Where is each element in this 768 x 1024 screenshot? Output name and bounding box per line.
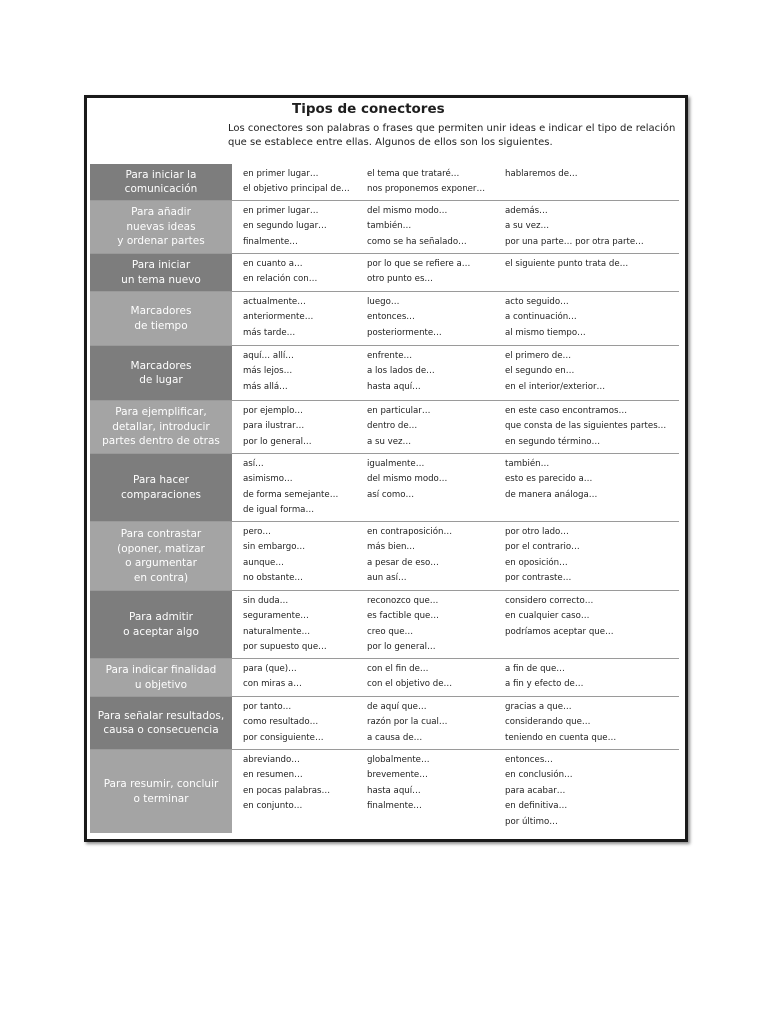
category-label: Para iniciar un tema nuevo [90,254,235,291]
connector-phrase: pero… [243,527,271,537]
connector-column [497,750,679,833]
connector-phrase: sin embargo… [243,542,306,553]
connector-phrase: en cualquier caso… [505,611,590,622]
connector-column [359,201,497,253]
table-row [90,591,679,659]
connector-phrase: en este caso encontramos… [505,406,628,416]
connector-column [497,292,679,345]
connector-phrase: con el objetivo de… [367,679,453,690]
connector-column [235,659,359,696]
category-label: Para iniciar la comunicación [90,164,235,200]
connector-phrase: así… [243,459,264,469]
table-row [90,254,679,292]
connector-phrase: en segundo lugar… [243,221,327,232]
connectors-table [90,164,679,833]
connector-phrase: del mismo modo… [367,474,448,485]
connector-phrase: por contraste… [505,573,572,584]
connector-column [497,346,679,400]
connector-phrase: seguramente… [243,611,309,622]
category-label: Para indicar finalidad u objetivo [90,659,235,696]
connector-phrase: para acabar… [505,785,566,796]
category-label: Para admitir o aceptar algo [90,591,235,658]
connector-column [235,201,359,253]
connector-phrase: de igual forma… [243,505,315,516]
connector-phrase: por lo general… [243,436,312,447]
connector-phrase: aun así… [367,573,407,584]
connector-phrase: abreviando… [243,755,300,765]
connector-phrase: también… [505,459,550,469]
connector-phrase: el tema que trataré… [367,169,460,179]
connector-column [359,164,497,200]
connector-column [235,346,359,400]
connector-phrase: en el interior/exterior… [505,381,606,392]
connector-phrase: dentro de… [367,421,418,432]
connector-phrase: en particular… [367,406,431,416]
connector-column [359,454,497,521]
connector-phrase: posteriormente… [367,327,442,338]
connector-column [497,697,679,749]
connector-phrase: por consiguiente… [243,732,324,743]
document-title: Tipos de conectores [292,101,445,117]
connector-phrase: otro punto es… [367,274,434,285]
connector-phrase: más lejos… [243,366,293,377]
connector-phrase: en conclusión… [505,770,573,781]
connector-phrase: en resumen… [243,770,303,781]
table-row [90,201,679,254]
connector-column [235,454,359,521]
connector-phrase: el siguiente punto trata de… [505,259,629,269]
table-row [90,659,679,697]
connector-phrase: aquí… allí… [243,351,294,361]
category-label: Marcadores de tiempo [90,292,235,345]
connector-phrase: no obstante… [243,573,303,584]
connector-column [359,750,497,833]
connector-phrase: a pesar de eso… [367,557,439,568]
connector-phrase: el segundo en… [505,366,575,377]
connector-phrase: con miras a… [243,679,302,690]
connector-phrase: que consta de las siguientes partes… [505,421,667,432]
connector-phrase: en oposición… [505,557,568,568]
connector-phrase: creo que… [367,626,414,637]
connector-phrase: hasta aquí… [367,381,421,392]
connector-phrase: sin duda… [243,596,289,606]
connector-phrase: asimismo… [243,474,293,485]
connector-phrase: en cuanto a… [243,259,303,269]
connector-phrase: el primero de… [505,351,572,361]
connector-phrase: enfrente… [367,351,413,361]
connector-phrase: para (que)… [243,664,297,674]
table-row [90,454,679,522]
connector-phrase: luego… [367,297,400,307]
connector-phrase: de forma semejante… [243,489,339,500]
category-label: Para añadir nuevas ideas y ordenar partes [90,201,235,253]
connector-phrase: por lo general… [367,642,436,653]
connector-column [497,522,679,590]
connector-phrase: del mismo modo… [367,206,448,216]
connector-phrase: en definitiva… [505,801,568,812]
connector-column [235,292,359,345]
connector-phrase: finalmente… [243,236,298,247]
connector-phrase: en primer lugar… [243,206,319,216]
category-label: Marcadores de lugar [90,346,235,400]
connector-column [497,591,679,658]
connector-phrase: a continuación… [505,312,577,323]
connector-column [235,697,359,749]
connector-column [497,454,679,521]
connector-phrase: actualmente… [243,297,306,307]
connector-phrase: teniendo en cuenta que… [505,732,617,743]
connector-column [235,591,359,658]
connector-column [359,522,497,590]
connector-phrase: a fin de que… [505,664,565,674]
connector-phrase: por el contrario… [505,542,580,553]
connector-column [359,254,497,291]
connector-phrase: para ilustrar… [243,421,305,432]
connector-phrase: globalmente… [367,755,430,765]
connector-column [235,164,359,200]
connector-phrase: al mismo tiempo… [505,327,586,338]
connectors-table-panel [84,95,688,842]
connector-column [359,292,497,345]
connector-phrase: entonces… [505,755,553,765]
connector-phrase: más allá… [243,381,288,392]
connector-column [359,659,497,696]
connector-phrase: hablaremos de… [505,169,578,179]
connector-phrase: a los lados de… [367,366,435,377]
connector-phrase: por otro lado… [505,527,569,537]
category-label: Para señalar resultados, causa o consecuencia [90,697,235,749]
connector-phrase: hasta aquí… [367,785,421,796]
table-row [90,401,679,454]
connector-phrase: a su vez… [505,221,550,232]
connector-phrase: el objetivo principal de… [243,184,350,195]
connector-phrase: además… [505,206,548,216]
connector-phrase: en pocas palabras… [243,785,331,796]
connector-column [359,697,497,749]
connector-phrase: considerando que… [505,717,591,728]
connector-phrase: a causa de… [367,732,423,743]
connector-phrase: considero correcto… [505,596,594,606]
connector-phrase: por ejemplo… [243,406,304,416]
connector-phrase: a fin y efecto de… [505,679,584,690]
connector-phrase: así como… [367,489,415,500]
connector-phrase: por lo que se refiere a… [367,259,471,269]
category-label: Para ejemplificar, detallar, introducir partes dentro de otras [90,401,235,453]
connector-phrase: más bien… [367,542,416,553]
connector-phrase: en contraposición… [367,527,453,537]
category-label: Para contrastar (oponer, matizar o argumentar en contra) [90,522,235,590]
connector-column [359,591,497,658]
connector-phrase: más tarde… [243,327,296,338]
connector-phrase: finalmente… [367,801,422,812]
connector-column [497,201,679,253]
connector-phrase: brevemente… [367,770,428,781]
connector-phrase: anteriormente… [243,312,314,323]
connector-column [497,254,679,291]
connector-phrase: en segundo término… [505,436,601,447]
connector-phrase: como resultado… [243,717,319,728]
connector-phrase: en relación con… [243,274,318,285]
connector-phrase: reconozco que… [367,596,439,606]
connector-phrase: como se ha señalado… [367,236,467,247]
connector-phrase: nos proponemos exponer… [367,184,486,195]
intro-paragraph: Los conectores son palabras o frases que permiten unir ideas e indicar el tipo de relación que se establece entre ellas. Algunos de ellos son los siguientes. [228,123,676,148]
table-row [90,164,679,201]
connector-phrase: aunque… [243,557,284,568]
connector-phrase: igualmente… [367,459,425,469]
connector-column [359,346,497,400]
connector-phrase: razón por la cual… [367,717,448,728]
table-row [90,346,679,401]
table-row [90,697,679,750]
table-row [90,750,679,833]
connector-column [235,401,359,453]
connector-phrase: naturalmente… [243,626,311,637]
connector-phrase: es factible que… [367,611,439,622]
connector-column [497,659,679,696]
connector-phrase: por una parte… por otra parte… [505,236,644,247]
connector-phrase: por tanto… [243,702,292,712]
connector-phrase: en primer lugar… [243,169,319,179]
connector-phrase: de manera análoga… [505,489,598,500]
connector-phrase: esto es parecido a… [505,474,593,485]
connector-column [235,750,359,833]
connector-phrase: gracias a que… [505,702,572,712]
connector-phrase: podríamos aceptar que… [505,626,614,637]
connector-column [497,164,679,200]
connector-phrase: por último… [505,816,558,827]
connector-phrase: en conjunto… [243,801,303,812]
table-row [90,522,679,591]
connector-phrase: con el fin de… [367,664,429,674]
table-row [90,292,679,346]
connector-phrase: acto seguido… [505,297,569,307]
category-label: Para resumir, concluir o terminar [90,750,235,833]
connector-column [359,401,497,453]
connector-column [235,254,359,291]
connector-phrase: también… [367,221,412,232]
connector-phrase: entonces… [367,312,415,323]
connector-column [497,401,679,453]
connector-phrase: a su vez… [367,436,412,447]
connector-phrase: de aquí que… [367,702,427,712]
category-label: Para hacer comparaciones [90,454,235,521]
connector-phrase: por supuesto que… [243,642,327,653]
connector-column [235,522,359,590]
